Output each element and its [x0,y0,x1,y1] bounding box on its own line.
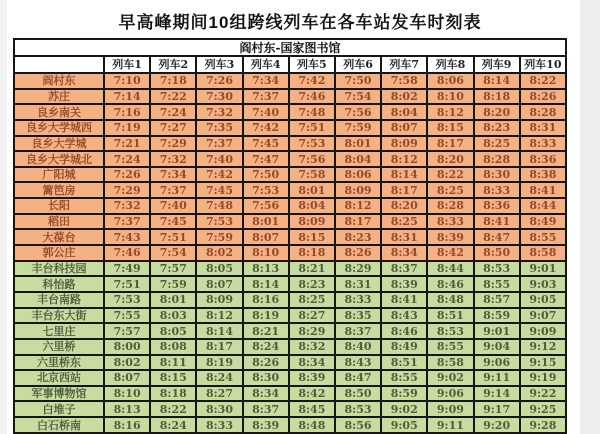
departure-time-cell: 8:17 [381,182,427,198]
departure-time-cell: 8:18 [150,386,196,402]
departure-time-cell: 7:51 [150,229,196,245]
station-name-cell: 丰台南路 [14,292,104,308]
departure-time-cell: 8:23 [474,120,520,136]
departure-time-cell: 8:17 [335,214,381,230]
departure-time-cell: 8:32 [289,339,335,355]
departure-time-cell: 8:02 [381,89,427,105]
departure-time-cell: 8:40 [335,339,381,355]
departure-time-cell: 8:10 [427,89,473,105]
station-row [14,198,566,214]
station-row [14,167,566,183]
departure-time-cell: 8:14 [381,167,427,183]
departure-time-cell: 8:02 [196,245,242,261]
station-name-cell: 稻田 [14,214,104,230]
departure-time-cell: 9:03 [520,276,566,292]
departure-time-cell: 7:26 [104,167,150,183]
departure-time-cell: 7:37 [150,182,196,198]
departure-time-cell: 8:53 [427,323,473,339]
station-row [14,276,566,292]
station-name-cell: 广阳城 [14,167,104,183]
departure-time-cell: 8:33 [474,182,520,198]
station-row [14,214,566,230]
departure-time-cell: 8:34 [289,355,335,371]
departure-time-cell: 7:53 [196,214,242,230]
departure-time-cell: 8:12 [427,104,473,120]
departure-time-cell: 8:34 [243,386,289,402]
station-name-cell: 白堆子 [14,401,104,417]
departure-timetable [13,38,567,434]
station-row [14,229,566,245]
departure-time-cell: 8:31 [335,276,381,292]
departure-time-cell: 8:13 [243,261,289,277]
departure-time-cell: 8:22 [427,167,473,183]
departure-time-cell: 7:22 [150,89,196,105]
departure-time-cell: 8:04 [381,104,427,120]
route-header-row [14,39,566,56]
departure-time-cell: 8:10 [104,386,150,402]
station-name-cell: 大葆台 [14,229,104,245]
departure-time-cell: 7:32 [104,198,150,214]
departure-time-cell: 8:26 [243,355,289,371]
station-name-cell: 六里桥 [14,339,104,355]
departure-time-cell: 8:30 [243,370,289,386]
departure-time-cell: 8:00 [104,339,150,355]
departure-time-cell: 8:51 [381,355,427,371]
station-row [14,355,566,371]
departure-time-cell: 8:30 [196,401,242,417]
station-name-cell: 六里桥东 [14,355,104,371]
departure-time-cell: 8:12 [335,198,381,214]
station-name-cell: 北京西站 [14,370,104,386]
departure-time-cell: 9:12 [520,339,566,355]
station-row [14,386,566,402]
departure-time-cell: 8:12 [381,151,427,167]
departure-time-cell: 8:33 [427,214,473,230]
departure-time-cell: 8:42 [427,245,473,261]
departure-time-cell: 7:42 [196,167,242,183]
departure-time-cell: 7:32 [196,104,242,120]
departure-time-cell: 8:24 [243,339,289,355]
departure-time-cell: 8:07 [243,229,289,245]
station-name-cell: 长阳 [14,198,104,214]
station-row [14,370,566,386]
departure-time-cell: 8:36 [520,151,566,167]
departure-time-cell: 7:54 [150,245,196,261]
station-row [14,401,566,417]
departure-time-cell: 7:45 [243,136,289,152]
departure-time-cell: 8:09 [381,136,427,152]
departure-time-cell: 7:40 [150,198,196,214]
departure-time-cell: 8:39 [381,276,427,292]
departure-time-cell: 8:17 [427,136,473,152]
departure-time-cell: 7:42 [243,120,289,136]
station-name-cell: 郭公庄 [14,245,104,261]
departure-time-cell: 8:56 [335,417,381,433]
station-name-cell: 七里庄 [14,323,104,339]
left-margin-strip [0,0,7,434]
departure-time-cell: 8:17 [196,339,242,355]
departure-time-cell: 8:43 [381,308,427,324]
departure-time-cell: 8:12 [196,308,242,324]
departure-time-cell: 7:29 [150,136,196,152]
departure-time-cell: 7:48 [196,198,242,214]
departure-time-cell: 8:39 [243,417,289,433]
departure-time-cell: 8:38 [520,167,566,183]
departure-time-cell: 8:58 [520,245,566,261]
departure-time-cell: 8:26 [520,89,566,105]
departure-time-cell: 8:45 [289,401,335,417]
departure-time-cell: 7:53 [104,292,150,308]
station-row [14,261,566,277]
departure-time-cell: 8:05 [150,323,196,339]
page-title: 早高峰期间10组跨线列车在各车站发车时刻表 [118,13,482,32]
departure-time-cell: 7:59 [196,229,242,245]
departure-time-cell: 7:57 [104,323,150,339]
departure-time-cell: 8:44 [520,198,566,214]
station-row [14,151,566,167]
departure-time-cell: 7:21 [104,136,150,152]
departure-time-cell: 8:46 [381,323,427,339]
station-name-cell: 阎村东 [14,73,104,89]
departure-time-cell: 7:42 [289,73,335,89]
departure-time-cell: 8:47 [335,370,381,386]
departure-time-cell: 8:39 [289,370,335,386]
departure-time-cell: 8:04 [289,198,335,214]
column-header-row [14,56,566,73]
departure-time-cell: 8:14 [474,73,520,89]
departure-time-cell: 8:19 [243,308,289,324]
departure-time-cell: 7:37 [104,214,150,230]
departure-time-cell: 9:19 [520,370,566,386]
departure-time-cell: 8:43 [335,355,381,371]
departure-time-cell: 8:20 [427,151,473,167]
departure-time-cell: 8:24 [150,417,196,433]
departure-time-cell: 9:25 [520,401,566,417]
departure-time-cell: 8:13 [104,401,150,417]
departure-time-cell: 8:59 [381,386,427,402]
departure-time-cell: 8:25 [427,182,473,198]
departure-time-cell: 8:01 [243,214,289,230]
departure-time-cell: 7:56 [289,151,335,167]
departure-time-cell: 7:10 [104,73,150,89]
departure-time-cell: 7:18 [150,73,196,89]
departure-time-cell: 8:01 [150,292,196,308]
timetable-body [14,73,566,433]
departure-time-cell: 8:29 [335,261,381,277]
station-row [14,417,566,433]
departure-time-cell: 9:17 [474,401,520,417]
departure-time-cell: 8:37 [335,323,381,339]
station-name-cell: 良乡大学城 [14,136,104,152]
departure-time-cell: 9:09 [520,323,566,339]
departure-time-cell: 8:48 [427,292,473,308]
train-column-header: 列车5 [289,56,335,73]
departure-time-cell: 9:06 [474,355,520,371]
departure-time-cell: 7:53 [243,182,289,198]
departure-time-cell: 9:20 [474,417,520,433]
departure-time-cell: 8:15 [150,370,196,386]
departure-time-cell: 8:01 [335,136,381,152]
departure-time-cell: 8:41 [520,182,566,198]
departure-time-cell: 8:50 [474,245,520,261]
train-column-header: 列车3 [196,56,242,73]
station-row [14,308,566,324]
departure-time-cell: 8:21 [289,261,335,277]
departure-time-cell: 8:14 [196,323,242,339]
departure-time-cell: 8:23 [335,229,381,245]
departure-time-cell: 8:18 [474,89,520,105]
departure-time-cell: 8:55 [427,339,473,355]
departure-time-cell: 8:20 [381,198,427,214]
departure-time-cell: 8:16 [243,292,289,308]
departure-time-cell: 8:34 [381,245,427,261]
station-row [14,339,566,355]
station-name-cell: 军事博物馆 [14,386,104,402]
departure-time-cell: 8:27 [289,308,335,324]
departure-time-cell: 8:14 [243,276,289,292]
departure-time-cell: 8:46 [427,276,473,292]
departure-time-cell: 8:06 [335,167,381,183]
departure-time-cell: 8:33 [335,292,381,308]
departure-time-cell: 8:29 [289,323,335,339]
departure-time-cell: 7:34 [243,73,289,89]
departure-time-cell: 8:02 [104,355,150,371]
departure-time-cell: 7:30 [196,89,242,105]
station-row [14,245,566,261]
departure-time-cell: 7:27 [150,120,196,136]
departure-time-cell: 8:49 [520,214,566,230]
departure-time-cell: 8:33 [196,417,242,433]
departure-time-cell: 8:20 [474,104,520,120]
departure-time-cell: 8:58 [427,355,473,371]
departure-time-cell: 7:35 [196,120,242,136]
departure-time-cell: 7:56 [335,104,381,120]
departure-time-cell: 8:19 [196,355,242,371]
departure-time-cell: 7:40 [196,151,242,167]
departure-time-cell: 8:35 [335,308,381,324]
departure-time-cell: 8:10 [243,245,289,261]
departure-time-cell: 7:24 [150,104,196,120]
departure-time-cell: 8:09 [289,214,335,230]
departure-time-cell: 8:37 [381,261,427,277]
departure-time-cell: 8:51 [427,308,473,324]
departure-time-cell: 7:58 [289,167,335,183]
departure-time-cell: 7:14 [104,89,150,105]
departure-time-cell: 9:14 [474,386,520,402]
train-column-header: 列车10 [520,56,566,73]
departure-time-cell: 8:09 [196,292,242,308]
departure-time-cell: 7:26 [196,73,242,89]
departure-time-cell: 7:58 [381,73,427,89]
departure-time-cell: 8:47 [474,229,520,245]
departure-time-cell: 8:28 [427,198,473,214]
departure-time-cell: 8:53 [335,401,381,417]
departure-time-cell: 8:44 [427,261,473,277]
station-name-cell: 良乡南关 [14,104,104,120]
departure-time-cell: 7:43 [104,229,150,245]
departure-time-cell: 7:53 [289,136,335,152]
departure-time-cell: 7:24 [104,151,150,167]
station-row [14,73,566,89]
station-name-cell: 苏庄 [14,89,104,105]
departure-time-cell: 8:08 [150,339,196,355]
departure-time-cell: 9:07 [520,308,566,324]
departure-time-cell: 8:25 [474,136,520,152]
departure-time-cell: 8:30 [474,167,520,183]
departure-time-cell: 7:46 [104,245,150,261]
departure-time-cell: 8:57 [474,292,520,308]
station-name-cell: 科怡路 [14,276,104,292]
departure-time-cell: 8:09 [335,182,381,198]
departure-time-cell: 8:24 [196,370,242,386]
departure-time-cell: 7:50 [243,167,289,183]
train-column-header: 列车9 [474,56,520,73]
station-row [14,104,566,120]
station-name-cell: 丰台科技园 [14,261,104,277]
departure-time-cell: 9:02 [427,370,473,386]
departure-time-cell: 9:22 [520,386,566,402]
station-name-cell: 良乡大学城北 [14,151,104,167]
train-column-header: 列车6 [335,56,381,73]
departure-time-cell: 8:22 [150,401,196,417]
departure-time-cell: 7:37 [196,136,242,152]
departure-time-cell: 8:55 [381,370,427,386]
station-row [14,292,566,308]
departure-time-cell: 9:11 [427,417,473,433]
departure-time-cell: 8:03 [150,308,196,324]
train-column-header: 列车8 [427,56,473,73]
departure-time-cell: 7:37 [243,89,289,105]
departure-time-cell: 8:15 [427,120,473,136]
departure-time-cell: 8:31 [381,229,427,245]
departure-time-cell: 8:01 [289,182,335,198]
departure-time-cell: 8:18 [289,245,335,261]
departure-time-cell: 8:36 [474,198,520,214]
departure-time-cell: 8:41 [381,292,427,308]
right-margin-strip [580,0,600,434]
departure-time-cell: 8:41 [474,214,520,230]
departure-time-cell: 8:50 [335,386,381,402]
departure-time-cell: 8:59 [474,308,520,324]
departure-time-cell: 7:50 [335,73,381,89]
train-column-header: 列车1 [104,56,150,73]
departure-time-cell: 7:51 [289,120,335,136]
diagonal-corner-cell [14,56,104,73]
station-row [14,120,566,136]
departure-time-cell: 7:46 [289,89,335,105]
departure-time-cell: 9:04 [474,339,520,355]
departure-time-cell: 8:16 [104,417,150,433]
departure-time-cell: 7:47 [243,151,289,167]
departure-time-cell: 8:15 [289,229,335,245]
departure-time-cell: 8:21 [243,323,289,339]
departure-time-cell: 7:55 [104,308,150,324]
departure-time-cell: 7:45 [150,214,196,230]
station-row [14,136,566,152]
departure-time-cell: 7:57 [150,261,196,277]
departure-time-cell: 8:55 [474,276,520,292]
departure-time-cell: 7:29 [104,182,150,198]
departure-time-cell: 7:51 [104,276,150,292]
departure-time-cell: 8:28 [520,104,566,120]
station-name-cell: 良乡大学城西 [14,120,104,136]
departure-time-cell: 8:39 [427,229,473,245]
departure-time-cell: 7:48 [289,104,335,120]
departure-time-cell: 8:06 [427,73,473,89]
departure-time-cell: 8:42 [289,386,335,402]
departure-time-cell: 7:40 [243,104,289,120]
train-column-header: 列车7 [381,56,427,73]
departure-time-cell: 7:19 [104,120,150,136]
departure-time-cell: 7:56 [243,198,289,214]
departure-time-cell: 8:05 [196,261,242,277]
departure-time-cell: 9:05 [381,417,427,433]
departure-time-cell: 8:28 [474,151,520,167]
departure-time-cell: 9:09 [427,401,473,417]
departure-time-cell: 7:34 [150,167,196,183]
departure-time-cell: 8:04 [335,151,381,167]
departure-time-cell: 9:15 [520,355,566,371]
departure-time-cell: 7:59 [335,120,381,136]
departure-time-cell: 7:32 [150,151,196,167]
station-row [14,323,566,339]
departure-time-cell: 9:11 [474,370,520,386]
departure-time-cell: 7:54 [335,89,381,105]
departure-time-cell: 9:01 [520,261,566,277]
departure-time-cell: 9:05 [520,292,566,308]
departure-time-cell: 8:25 [381,214,427,230]
departure-time-cell: 7:49 [104,261,150,277]
station-row [14,182,566,198]
departure-time-cell: 8:27 [196,386,242,402]
departure-time-cell: 8:26 [335,245,381,261]
departure-time-cell: 8:11 [150,355,196,371]
train-column-header: 列车4 [243,56,289,73]
train-column-header: 列车2 [150,56,196,73]
station-name-cell: 丰台东大街 [14,308,104,324]
departure-time-cell: 7:16 [104,104,150,120]
departure-time-cell: 8:07 [381,120,427,136]
departure-time-cell: 9:01 [474,323,520,339]
departure-time-cell: 8:23 [289,276,335,292]
departure-time-cell: 9:28 [520,417,566,433]
departure-time-cell: 8:31 [520,120,566,136]
departure-time-cell: 8:07 [196,276,242,292]
route-header: 阎村东-国家图书馆 [14,39,566,56]
station-name-cell: 白石桥南 [14,417,104,433]
departure-time-cell: 9:02 [381,401,427,417]
departure-time-cell: 8:22 [520,73,566,89]
departure-time-cell: 8:49 [381,339,427,355]
station-name-cell: 篱笆房 [14,182,104,198]
departure-time-cell: 8:37 [243,401,289,417]
departure-time-cell: 7:59 [150,276,196,292]
departure-time-cell: 8:55 [520,229,566,245]
departure-time-cell: 8:33 [520,136,566,152]
departure-time-cell: 8:48 [289,417,335,433]
departure-time-cell: 8:07 [104,370,150,386]
departure-time-cell: 9:06 [427,386,473,402]
departure-time-cell: 8:25 [289,292,335,308]
departure-time-cell: 7:45 [196,182,242,198]
departure-time-cell: 8:53 [474,261,520,277]
station-row [14,89,566,105]
